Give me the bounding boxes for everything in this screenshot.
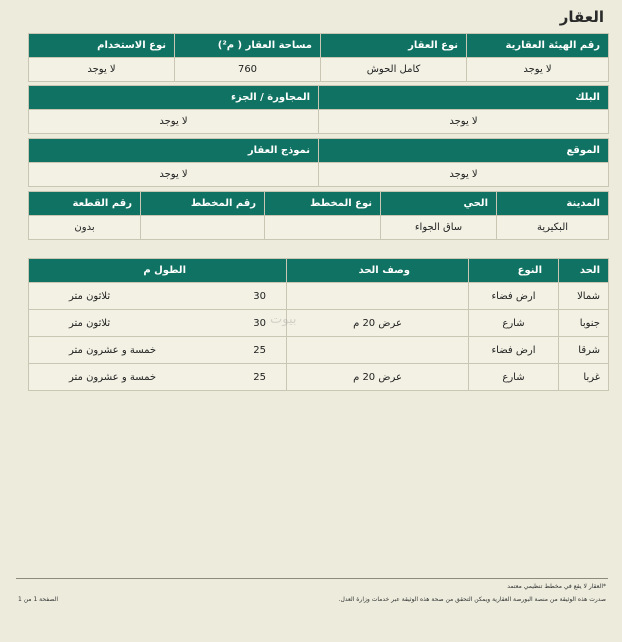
boundary-type: شارع (469, 364, 559, 391)
header-plan-type: نوع المخطط (265, 192, 381, 216)
boundary-direction: شرقا (559, 337, 609, 364)
header-registry-number: رقم الهيئة العقارية (467, 34, 609, 58)
table-header-row (29, 86, 609, 110)
registry-number-value: لا يوجد (467, 58, 609, 82)
table-row (29, 337, 609, 364)
table-row (29, 110, 609, 134)
table-row (29, 163, 609, 187)
table-header-row (29, 139, 609, 163)
header-district: الحي (381, 192, 497, 216)
block-value: لا يوجد (319, 110, 609, 134)
table-row (29, 283, 609, 310)
plan-type-value (265, 216, 381, 240)
block-table (28, 85, 609, 134)
header-neighborhood-part: المجاورة / الجزء (29, 86, 319, 110)
boundary-description (287, 337, 469, 364)
boundary-direction: غربا (559, 364, 609, 391)
boundary-type: ارض فضاء (469, 283, 559, 310)
length-number: 30 (253, 290, 266, 302)
boundary-length (29, 337, 287, 364)
location-table (28, 138, 609, 187)
header-property-model: نموذج العقار (29, 139, 319, 163)
footer-note: *العقار لا يقع في مخطط تنظيمي معتمد (507, 583, 606, 590)
neighborhood-part-value: لا يوجد (29, 110, 319, 134)
property-model-value: لا يوجد (29, 163, 319, 187)
length-text: خمسة و عشرون متر (69, 371, 157, 383)
table-header-row (29, 192, 609, 216)
length-text: ثلاثون متر (69, 290, 111, 302)
length-number: 25 (253, 344, 266, 356)
boundary-direction: شمالا (559, 283, 609, 310)
property-info-table (28, 33, 609, 82)
table-row (29, 216, 609, 240)
header-plot-number: رقم القطعة (29, 192, 141, 216)
length-text: خمسة و عشرون متر (69, 344, 157, 356)
usage-type-value: لا يوجد (29, 58, 175, 82)
length-number: 25 (253, 371, 266, 383)
page-number: الصفحة 1 من 1 (18, 596, 58, 603)
footer-disclaimer: صدرت هذه الوثيقة من منصة البورصة العقارية ويمكن التحقق من صحة هذه الوثيقة عبر خدمات وزارة العدل. (338, 596, 606, 603)
boundary-description: عرض 20 م (287, 310, 469, 337)
header-plan-number: رقم المخطط (141, 192, 265, 216)
header-property-area: مساحة العقار ( م²) (175, 34, 321, 58)
plan-number-value (141, 216, 265, 240)
location-value: لا يوجد (319, 163, 609, 187)
length-text: ثلاثون متر (69, 317, 111, 329)
header-boundary: الحد (559, 259, 609, 283)
section-title: العقار (559, 8, 604, 26)
watermark: بيوت (270, 312, 297, 327)
boundary-length (29, 364, 287, 391)
header-city: المدينة (497, 192, 609, 216)
table-row (29, 310, 609, 337)
boundary-type: شارع (469, 310, 559, 337)
property-type-value: كامل الحوش (321, 58, 467, 82)
table-header-row (29, 259, 609, 283)
footer-divider (16, 578, 608, 579)
header-length: الطول م (29, 259, 287, 283)
city-value: البكيرية (497, 216, 609, 240)
property-area-value: 760 (175, 58, 321, 82)
boundary-description (287, 283, 469, 310)
table-row (29, 58, 609, 82)
header-location: الموقع (319, 139, 609, 163)
district-value: ساق الجواء (381, 216, 497, 240)
header-boundary-type: النوع (469, 259, 559, 283)
header-block: البلك (319, 86, 609, 110)
boundary-length (29, 283, 287, 310)
header-property-type: نوع العقار (321, 34, 467, 58)
header-boundary-description: وصف الحد (287, 259, 469, 283)
boundary-direction: جنوبا (559, 310, 609, 337)
plan-table (28, 191, 609, 240)
plot-number-value: بدون (29, 216, 141, 240)
table-header-row (29, 34, 609, 58)
boundaries-table (28, 258, 609, 391)
header-usage-type: نوع الاستخدام (29, 34, 175, 58)
boundary-type: ارض فضاء (469, 337, 559, 364)
boundary-length (29, 310, 287, 337)
boundary-description: عرض 20 م (287, 364, 469, 391)
length-number: 30 (253, 317, 266, 329)
table-row (29, 364, 609, 391)
